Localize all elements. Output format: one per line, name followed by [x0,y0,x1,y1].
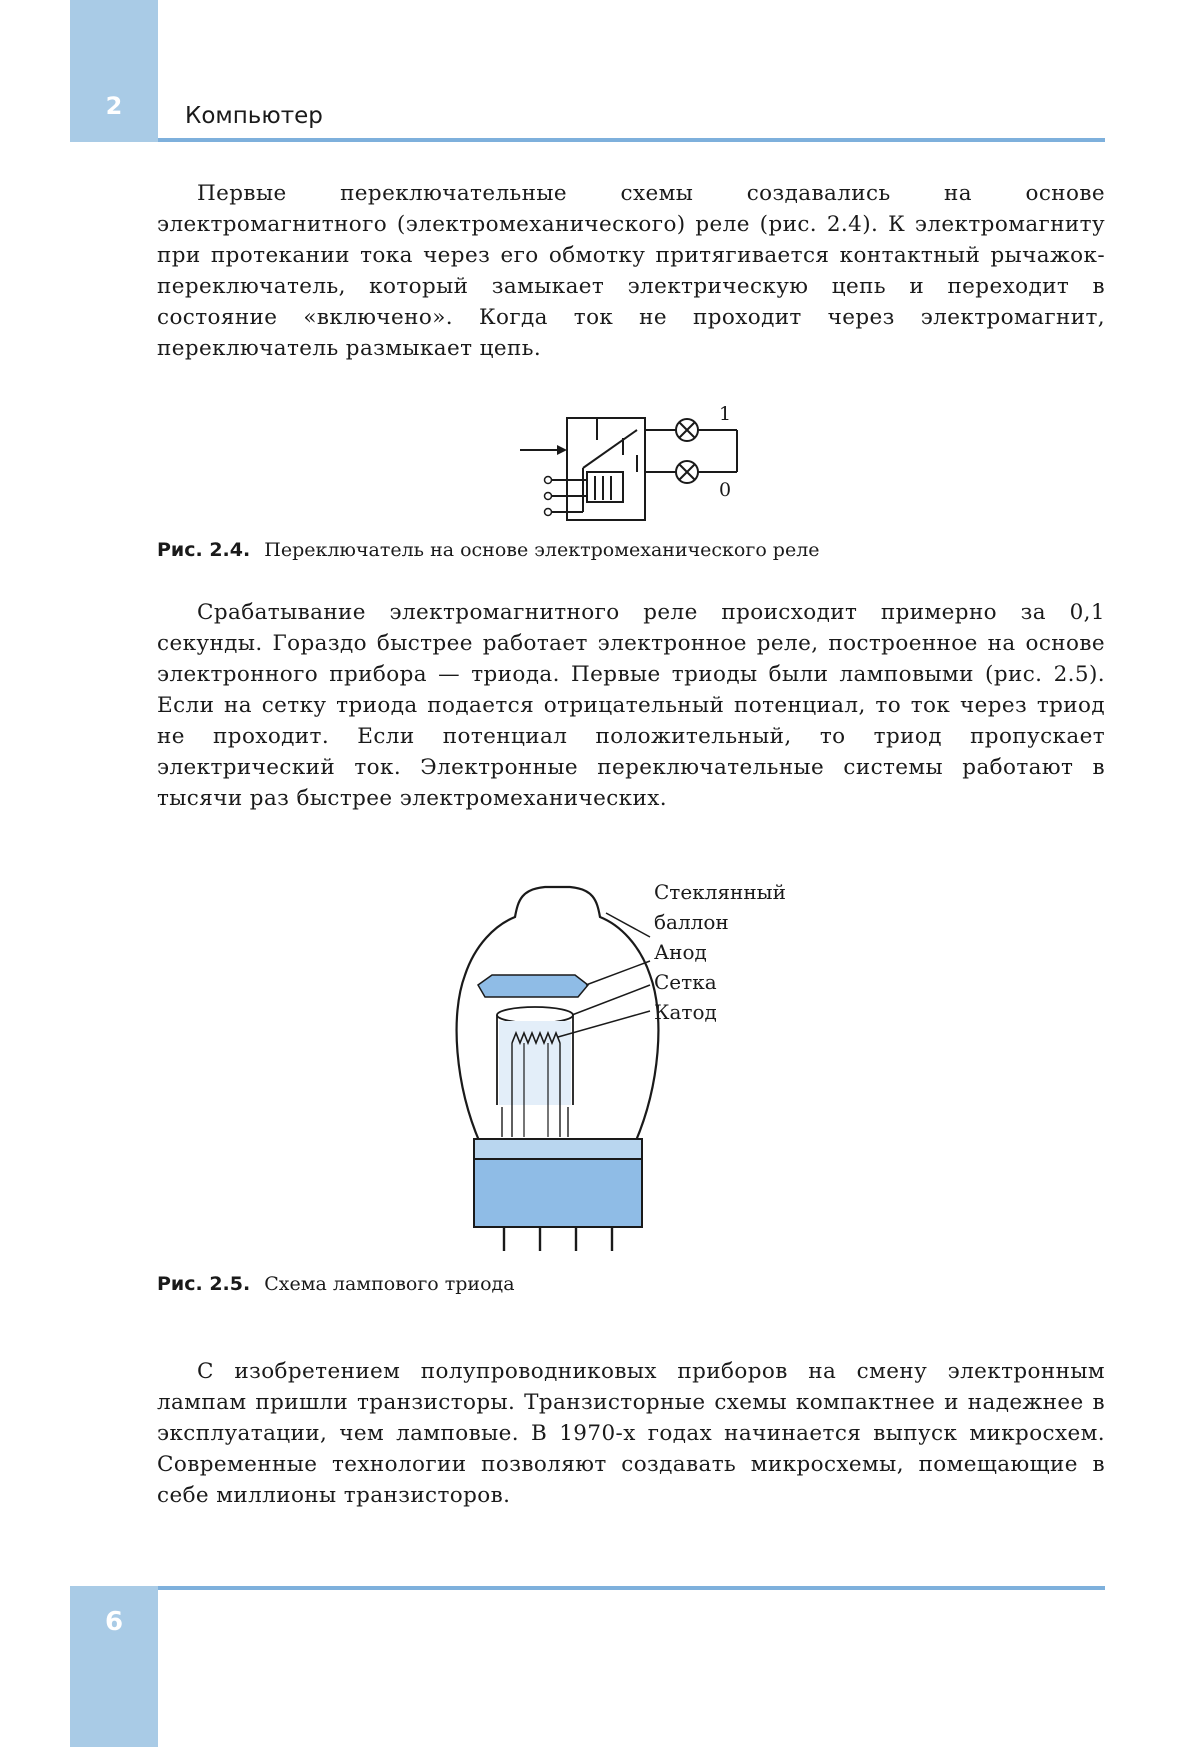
paragraph-relay: Первые переключательные схемы создавались на основе электромагнитного (электромеханического) реле (рис. 2.4). К электромагниту при протекании тока через его обмотку притягивается контактный рычажок-переключатель, который замыкает электрическую цепь и переходит в состояние «включено». Когда ток не проходит через электромагнит, переключатель размыкает цепь. [157,178,1105,364]
chapter-number: 2 [70,92,158,120]
triode-diagram [440,875,840,1255]
page-title: Компьютер [185,103,323,129]
page-number: 6 [70,1607,158,1637]
header-divider [158,138,1105,142]
figure-2-5-number: Рис. 2.5. [157,1273,250,1295]
figure-2-4-text: Переключатель на основе электромеханического реле [264,539,819,561]
figure-2-5-text: Схема лампового триода [264,1273,514,1295]
label-state-1: 1 [719,403,731,425]
figure-2-4-number: Рис. 2.4. [157,539,250,561]
figure-2-4-caption [157,539,820,561]
label-glass-line2: баллон [654,910,729,934]
paragraph-triode: Срабатывание электромагнитного реле происходит примерно за 0,1 секунды. Гораздо быстрее работает электронное реле, построенное на основе электронного прибора — триода. Первые триоды были ламповыми (рис. 2.5). Если на сетку триода подается отрицательный потенциал, то ток через триод не проходит. Если потенциал положительный, то триод пропускает электрический ток. Электронные переключательные системы работают в тысячи раз быстрее электромеханических. [157,597,1105,814]
label-glass-line1: Стеклянный [654,880,786,904]
figure-2-5-caption [157,1273,515,1295]
footer-divider [158,1586,1105,1590]
label-state-0: 0 [719,479,731,501]
label-grid: Сетка [654,970,717,994]
paragraph-transistors: С изобретением полупроводниковых приборов на смену электронным лампам пришли транзисторы. Транзисторные схемы компактнее и надежнее в эксплуатации, чем ламповые. В 1970-х годах начинается выпуск микросхем. Современные технологии позволяют создавать микросхемы, помещающие в себе миллионы транзисторов. [157,1356,1105,1511]
side-bar-top [70,0,158,142]
label-cathode: Катод [654,1000,717,1024]
relay-diagram [505,400,765,535]
label-anode: Анод [654,940,707,964]
anode [478,975,588,997]
